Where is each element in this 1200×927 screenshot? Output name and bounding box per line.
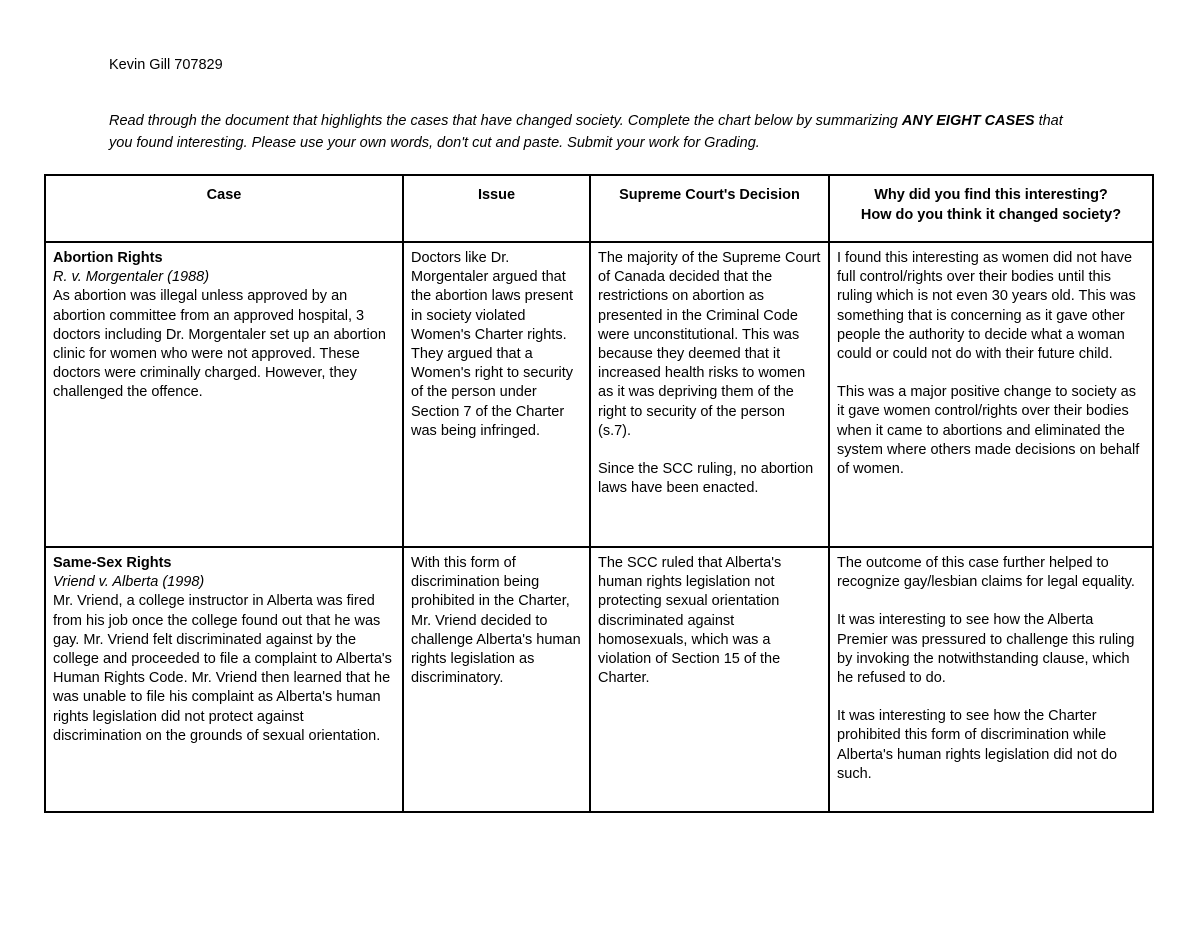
cases-table	[44, 174, 1154, 813]
author-name: Kevin Gill 707829	[109, 57, 223, 73]
header-decision: Supreme Court's Decision	[590, 175, 829, 242]
case-citation: R. v. Morgentaler (1988)	[53, 269, 210, 286]
why-cell	[829, 242, 1153, 547]
header-why-line2: How do you think it changed society?	[860, 207, 1122, 223]
why-paragraph: It was interesting to see how the Charter prohibited this form of discrimination while Alberta's human rights legislation did not do such.	[837, 708, 1118, 782]
issue-text: Doctors like Dr. Morgentaler argued that the abortion laws present in society violated Women's Charter rights. They argued that a Women's right to security of the person under Section 7 of the Charter was being infringed.	[411, 250, 574, 439]
issue-cell	[403, 547, 590, 812]
why-paragraph: This was a major positive change to society as it gave women control/rights over their bodies when it came to abortions and eliminated the system where others made decisions on behalf of women.	[837, 384, 1140, 478]
table-row	[45, 242, 1153, 547]
decision-cell	[590, 547, 829, 812]
header-why-line1: Why did you find this interesting?	[874, 187, 1108, 203]
case-cell	[45, 547, 403, 812]
issue-cell	[403, 242, 590, 547]
header-case: Case	[45, 175, 403, 242]
instructions	[109, 110, 1069, 154]
decision-paragraph: Since the SCC ruling, no abortion laws have been enacted.	[598, 461, 814, 497]
instructions-emphasis: ANY EIGHT CASES	[901, 113, 1035, 129]
case-cell	[45, 242, 403, 547]
case-title: Abortion Rights	[53, 250, 163, 266]
why-paragraph: The outcome of this case further helped to recognize gay/lesbian claims for legal equality.	[837, 555, 1135, 591]
instructions-text-2: that you found interesting. Please use your own words, don't cut and paste. Submit your work for Grading.	[109, 113, 1063, 151]
issue-text: With this form of discrimination being prohibited in the Charter, Mr. Vriend decided to challenge Alberta's human rights legislation as discriminatory.	[411, 555, 581, 687]
case-description: As abortion was illegal unless approved by an abortion committee from an approved hospital, 3 doctors including Dr. Morgentaler set up an abortion clinic for women who were not approved. These doctors were criminally charged. However, they challenged the offence.	[53, 288, 386, 401]
decision-cell	[590, 242, 829, 547]
why-paragraph: I found this interesting as women did not have full control/rights over their bodies until this ruling which is not even 30 years old. This was something that is concerning as it gave other people the authority to decide what a woman could or could not do with their future child.	[837, 250, 1136, 363]
case-description: Mr. Vriend, a college instructor in Alberta was fired from his job once the college found out that he was gay. Mr. Vriend felt discriminated against by the college and proceeded to file a complaint to Alberta's Human Rights Code. Mr. Vriend then learned that he was unable to file his complaint as Alberta's human rights legislation did not protect against discrimination on the grounds of sexual orientation.	[53, 593, 392, 744]
table-header-row	[45, 175, 1153, 242]
instructions-text-1: Read through the document that highlights the cases that have changed society. Complete the chart below by summarizing	[109, 113, 902, 129]
case-title: Same-Sex Rights	[53, 555, 172, 571]
table-row	[45, 547, 1153, 812]
decision-paragraph: The SCC ruled that Alberta's human rights legislation not protecting sexual orientation discriminated against homosexuals, which was a violation of Section 15 of the Charter.	[598, 555, 782, 687]
header-issue: Issue	[403, 175, 590, 242]
case-citation: Vriend v. Alberta (1998)	[53, 574, 205, 591]
header-why	[829, 175, 1153, 242]
decision-paragraph: The majority of the Supreme Court of Canada decided that the restrictions on abortion as presented in the Criminal Code were unconstitutional. This was because they deemed that it increased health risks to women as it was depriving them of the right to security of the person (s.7).	[598, 250, 821, 439]
why-cell	[829, 547, 1153, 812]
why-paragraph: It was interesting to see how the Alberta Premier was pressured to challenge this ruling by invoking the notwithstanding clause, which he refused to do.	[837, 612, 1135, 687]
